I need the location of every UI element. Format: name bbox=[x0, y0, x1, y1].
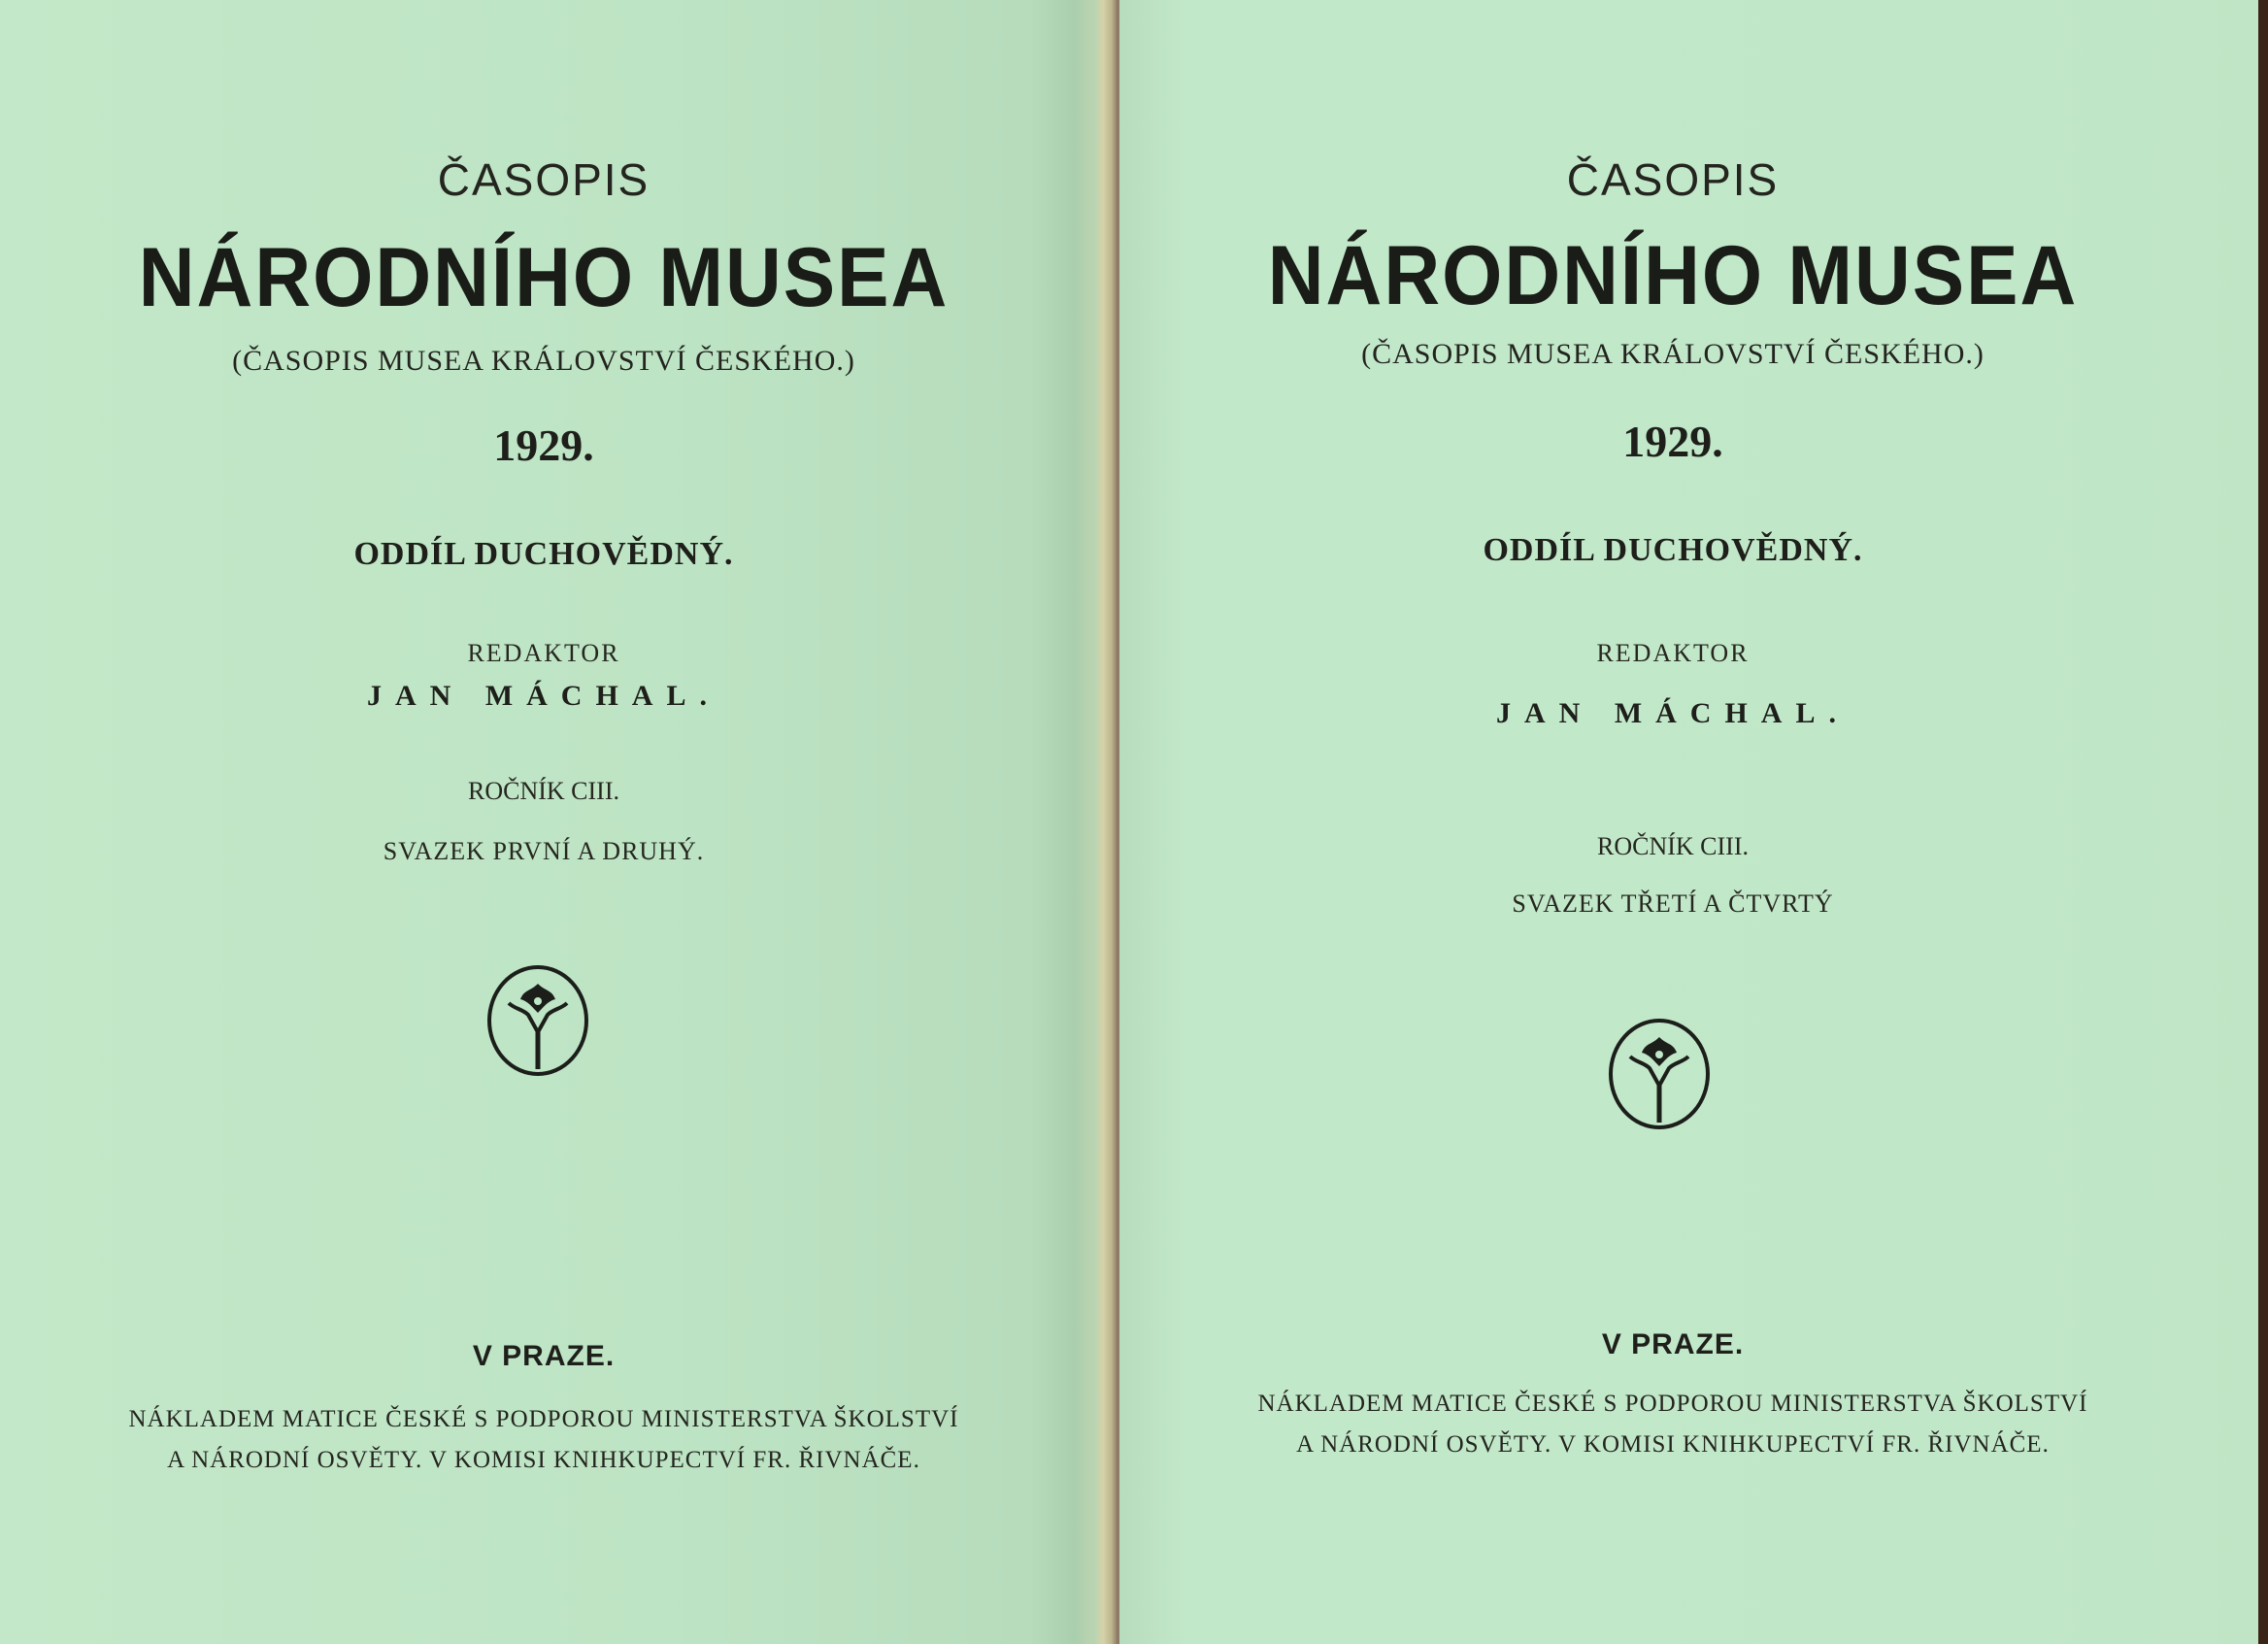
publication-city: V PRAZE. bbox=[1601, 1328, 1745, 1360]
publisher-emblem-icon bbox=[485, 964, 590, 1081]
cover-left bbox=[0, 0, 1107, 1644]
imprint-line-1: NÁKLADEM MATICE ČESKÉ S PODPOROU MINISTERSTVA ŠKOLSTVÍ bbox=[128, 1406, 959, 1432]
section-title: ODDÍL DUCHOVĚDNÝ. bbox=[1483, 532, 1863, 568]
editor-label: REDAKTOR bbox=[467, 639, 620, 667]
editor-name: JAN MÁCHAL. bbox=[1496, 697, 1850, 729]
issue-label: SVAZEK PRVNÍ A DRUHÝ. bbox=[383, 837, 705, 865]
publication-city: V PRAZE. bbox=[472, 1340, 616, 1372]
scan-edge bbox=[2258, 0, 2268, 1644]
journal-year: 1929. bbox=[493, 420, 594, 470]
journal-title: NÁRODNÍHO MUSEA bbox=[138, 230, 950, 324]
journal-subtitle: (ČASOPIS MUSEA KRÁLOVSTVÍ ČESKÉHO.) bbox=[232, 345, 855, 377]
editor-name: JAN MÁCHAL. bbox=[367, 680, 720, 712]
journal-year: 1929. bbox=[1622, 417, 1723, 466]
section-title: ODDÍL DUCHOVĚDNÝ. bbox=[353, 536, 734, 572]
journal-header: ČASOPIS bbox=[1566, 154, 1780, 205]
issue-label: SVAZEK TŘETÍ A ČTVRTÝ bbox=[1512, 889, 1834, 918]
imprint-line-1: NÁKLADEM MATICE ČESKÉ S PODPOROU MINISTERSTVA ŠKOLSTVÍ bbox=[1257, 1391, 2088, 1417]
journal-header: ČASOPIS bbox=[437, 154, 650, 205]
volume-number: ROČNÍK CIII. bbox=[468, 777, 619, 805]
imprint-line-2: A NÁRODNÍ OSVĚTY. V KOMISI KNIHKUPECTVÍ FR. ŘIVNÁČE. bbox=[167, 1447, 920, 1473]
journal-title: NÁRODNÍHO MUSEA bbox=[1267, 228, 2079, 322]
volume-number: ROČNÍK CIII. bbox=[1597, 832, 1749, 860]
journal-subtitle: (ČASOPIS MUSEA KRÁLOVSTVÍ ČESKÉHO.) bbox=[1361, 338, 1984, 370]
imprint-line-2: A NÁRODNÍ OSVĚTY. V KOMISI KNIHKUPECTVÍ FR. ŘIVNÁČE. bbox=[1296, 1431, 2050, 1458]
publisher-emblem-icon bbox=[1607, 1018, 1712, 1134]
editor-label: REDAKTOR bbox=[1596, 639, 1750, 667]
cover-right bbox=[1117, 0, 2261, 1644]
book-spine bbox=[1092, 0, 1119, 1644]
